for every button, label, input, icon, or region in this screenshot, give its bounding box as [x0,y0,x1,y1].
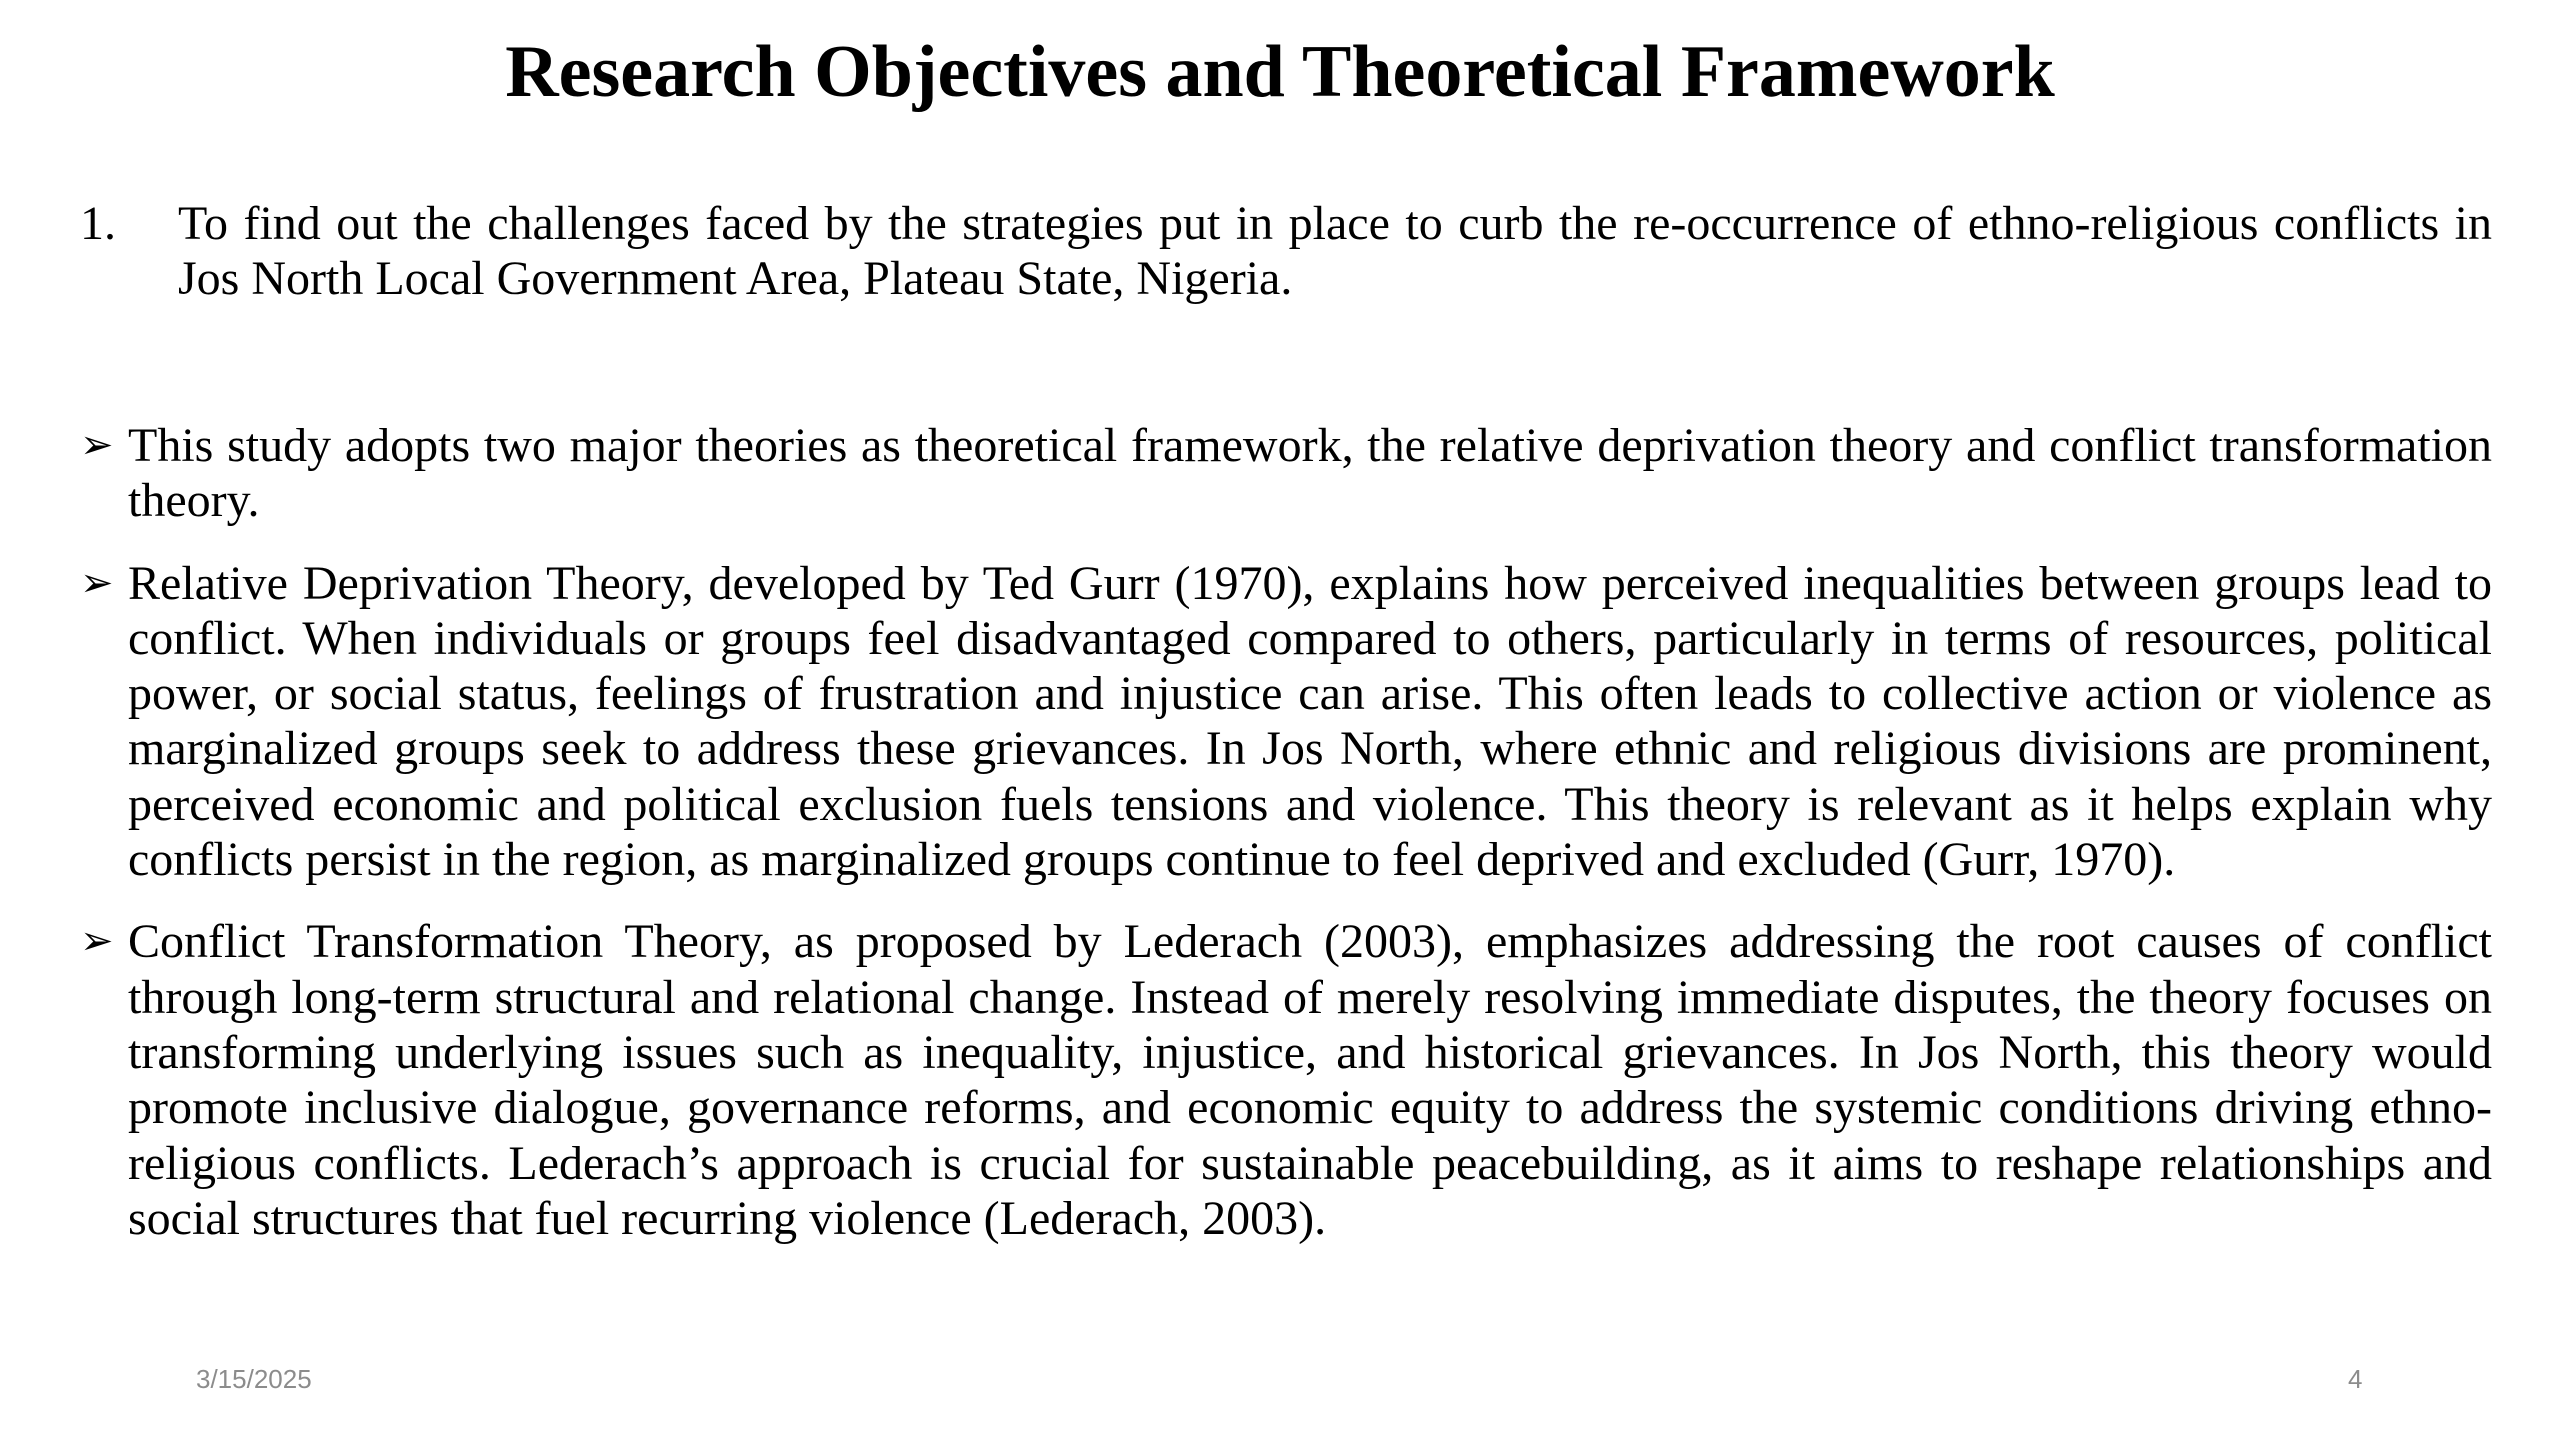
arrow-bullet-icon: ➢ [80,918,114,965]
slide-number: 4 [2348,1364,2363,1394]
objective-item [80,196,2492,306]
bullet-item [80,914,2492,1246]
bullet-item [80,418,2492,529]
objective-text: To find out the challenges faced by the strategies put in place to curb the re-occurrence of ethno-religious conflicts in Jos North Local Government Area, Plateau State, Nigeria. [178,197,2492,305]
bullet-item [80,556,2492,888]
bullet-text: Conflict Transformation Theory, as proposed by Lederach (2003), emphasizes addressing the root causes of conflict through long-term structural and relational change. Instead of merely resolving immediate disputes, the theory focuses on transforming underlying issues such as inequality, injustice, and historical grievances. In Jos North, this theory would promote inclusive dialogue, governance reforms, and economic equity to address the systemic conditions driving ethno-religious conflicts. Lederach’s approach is crucial for sustainable peacebuilding, as it aims to reshape relationships and social structures that fuel recurring violence (Lederach, 2003). [128,915,2492,1245]
slide-title: Research Objectives and Theoretical Framework [505,31,2055,113]
arrow-bullet-icon: ➢ [80,559,114,606]
theory-bullet-list [80,418,2492,1273]
objective-number: 1. [80,197,116,250]
arrow-bullet-icon: ➢ [80,422,114,468]
footer-date: 3/15/2025 [196,1364,312,1394]
bullet-text: This study adopts two major theories as theoretical framework, the relative deprivation theory and conflict transformation theory. [128,419,2492,528]
bullet-text: Relative Deprivation Theory, developed by Ted Gurr (1970), explains how perceived inequalities between groups lead to conflict. When individuals or groups feel disadvantaged compared to others, particularly in terms of resources, political power, or social status, feelings of frustration and injustice can arise. This often leads to collective action or violence as marginalized groups seek to address these grievances. In Jos North, where ethnic and religious divisions are prominent, perceived economic and political exclusion fuels tensions and violence. This theory is relevant as it helps explain why conflicts persist in the region, as marginalized groups continue to feel deprived and excluded (Gurr, 1970). [128,556,2492,887]
